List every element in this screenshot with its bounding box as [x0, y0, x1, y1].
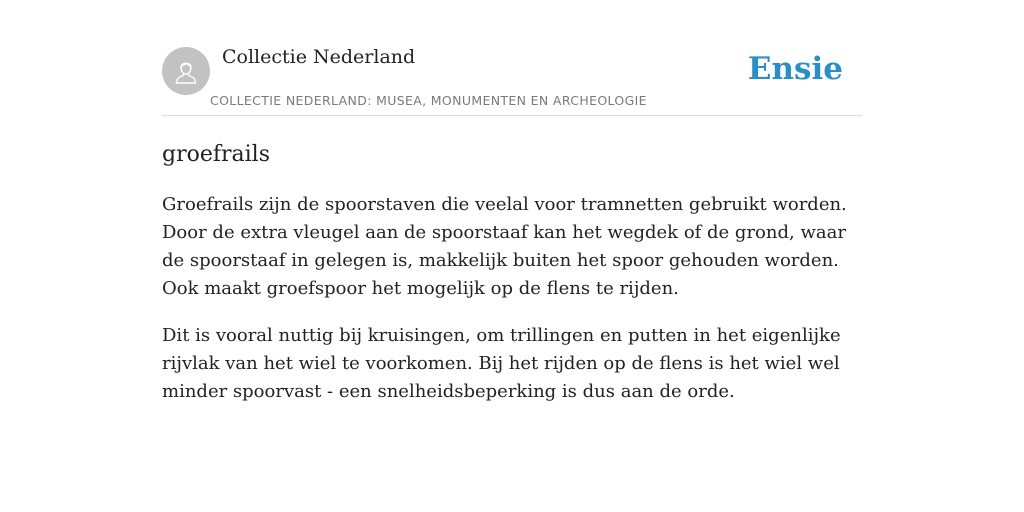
author-subtitle: COLLECTIE NEDERLAND: MUSEA, MONUMENTEN EN ARCHEOLOGIE — [210, 93, 647, 108]
author-name[interactable]: Collectie Nederland — [222, 46, 416, 68]
avatar[interactable] — [162, 47, 210, 95]
page-title: groefrails — [162, 142, 271, 167]
user-silhouette-icon — [171, 56, 201, 86]
header — [162, 46, 862, 116]
article-paragraph: Dit is vooral nuttig bij kruisingen, om trillingen en putten in het eigenlijke rijvlak van het wiel te voorkomen. Bij het rijden op de flens is het wiel wel minder spoorvast - een snelheidsbeperking is dus aan de orde. — [162, 325, 841, 402]
page-content — [162, 46, 862, 406]
ensie-logo[interactable]: Ensie — [747, 51, 843, 87]
article-paragraph: Groefrails zijn de spoorstaven die veelal voor tramnetten gebruikt worden. Door de extra vleugel aan de spoorstaaf kan het wegdek of de grond, waar de spoorstaaf in gelegen is, makkelijk buiten het spoor gehouden worden. Ook maakt groefspoor het mogelijk op de flens te rijden. — [162, 194, 847, 299]
